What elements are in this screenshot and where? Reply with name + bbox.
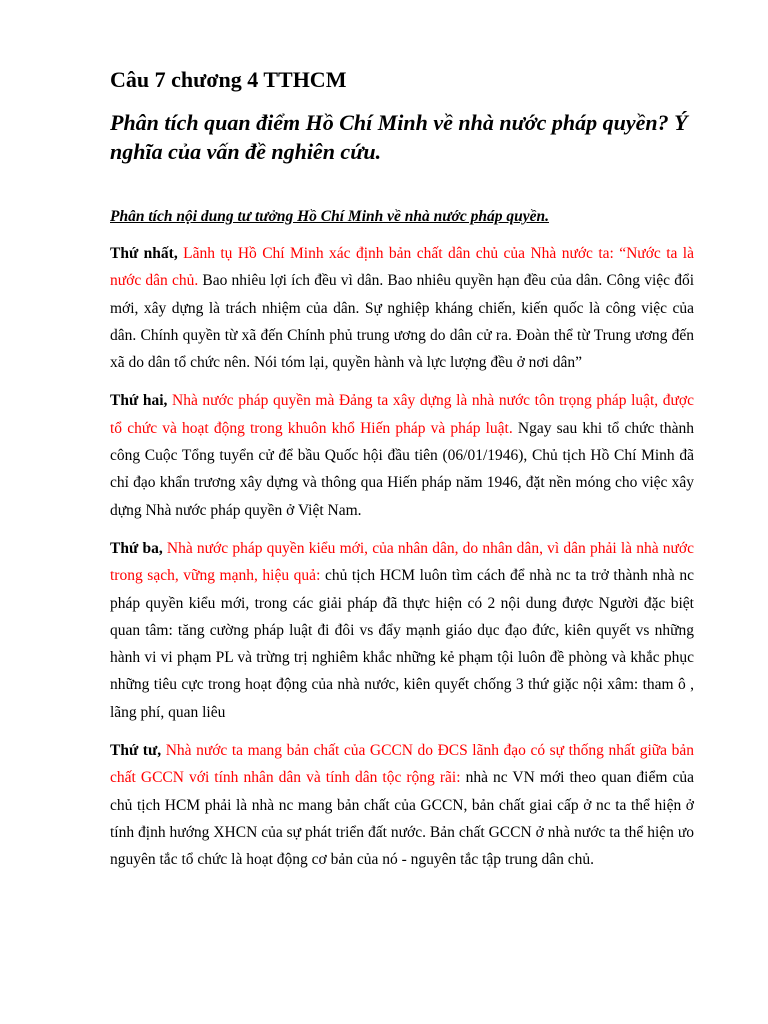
question-heading: Phân tích quan điểm Hồ Chí Minh về nhà nước pháp quyền? Ý nghĩa của vấn đề nghiên cứu. <box>110 110 688 164</box>
document-title: Câu 7 chương 4 TTHCM <box>110 67 347 92</box>
paragraph-lead: Thứ hai, <box>110 392 168 410</box>
paragraph-highlight: Lãnh tụ Hồ Chí Minh xác định bản chất dân chủ của Nhà nước ta: “Nước ta là nước dân chủ. <box>110 245 694 290</box>
paragraph-lead: Thứ ba, <box>110 539 163 557</box>
paragraph-body: chủ tịch HCM luôn tìm cách để nhà nc ta trở thành nhà nc pháp quyền kiểu mới, trong các giải pháp đã thực hiện có 2 nội dung được Người đặc biệt quan tâm: tăng cường pháp luật đi đôi vs đẩy mạnh giáo dục đạo đức, kiên quyết vs những hành vi vi phạm PL và trừng trị nghiêm khắc những kẻ phạm tội luôn đề phòng và khắc phục những tiêu cực trong hoạt động của nhà nước, kiên quyết chống 3 thứ giặc nội xâm: tham ô , lãng phí, quan liêu <box>110 567 694 721</box>
paragraph-third <box>110 535 694 726</box>
paragraph-first <box>110 240 694 376</box>
paragraph-body: nhà nc VN mới theo quan điểm của chủ tịch HCM phải là nhà nc mang bản chất của GCCN, bản chất giai cấp ở nc ta thể hiện ở tính định hướng XHCN của sự phát triển đất nước. Bản chất GCCN ở nhà nước ta thể hiện ưo nguyên tắc tổ chức là hoạt động cơ bản của nó - nguyên tắc tập trung dân chủ. <box>110 769 694 869</box>
paragraph-body: Bao nhiêu lợi ích đều vì dân. Bao nhiêu quyền hạn đều của dân. Công việc đổi mới, xây dựng là trách nhiệm của dân. Sự nghiệp kháng chiến, kiến quốc là công việc của dân. Chính quyền từ xã đến Chính phủ trung ương do dân cử ra. Đoàn thể từ Trung ương đến xã do dân tổ chức nên. Nói tóm lại, quyền hành và lực lượng đều ở nơi dân” <box>110 272 694 372</box>
paragraph-highlight: Nhà nước pháp quyền kiểu mới, của nhân dân, do nhân dân, vì dân phải là nhà nước trong sạch, vững mạnh, hiệu quả: <box>110 539 694 585</box>
paragraph-highlight: Nhà nước ta mang bản chất của GCCN do ĐCS lãnh đạo có sự thống nhất giữa bản chất GCCN với tính nhân dân và tính dân tộc rộng rãi: <box>110 742 694 787</box>
section-heading: Phân tích nội dung tư tưởng Hồ Chí Minh về nhà nước pháp quyền. <box>110 208 549 225</box>
paragraph-second <box>110 387 694 523</box>
paragraph-highlight: Nhà nước pháp quyền mà Đảng ta xây dựng là nhà nước tôn trọng pháp luật, được tổ chức và hoạt động trong khuôn khổ Hiến pháp và pháp luật. <box>110 392 695 437</box>
paragraph-lead: Thứ nhất, <box>110 245 178 262</box>
paragraph-lead: Thứ tư, <box>110 742 162 760</box>
paragraph-fourth <box>110 737 694 873</box>
paragraph-body: Ngay sau khi tổ chức thành công Cuộc Tổng tuyển cử để bầu Quốc hội đầu tiên (06/01/1946), Chủ tịch Hồ Chí Minh đã chỉ đạo khẩn trương xây dựng và thông qua Hiến pháp năm 1946, đặt nền móng cho việc xây dựng Nhà nước pháp quyền ở Việt Nam. <box>110 419 694 519</box>
